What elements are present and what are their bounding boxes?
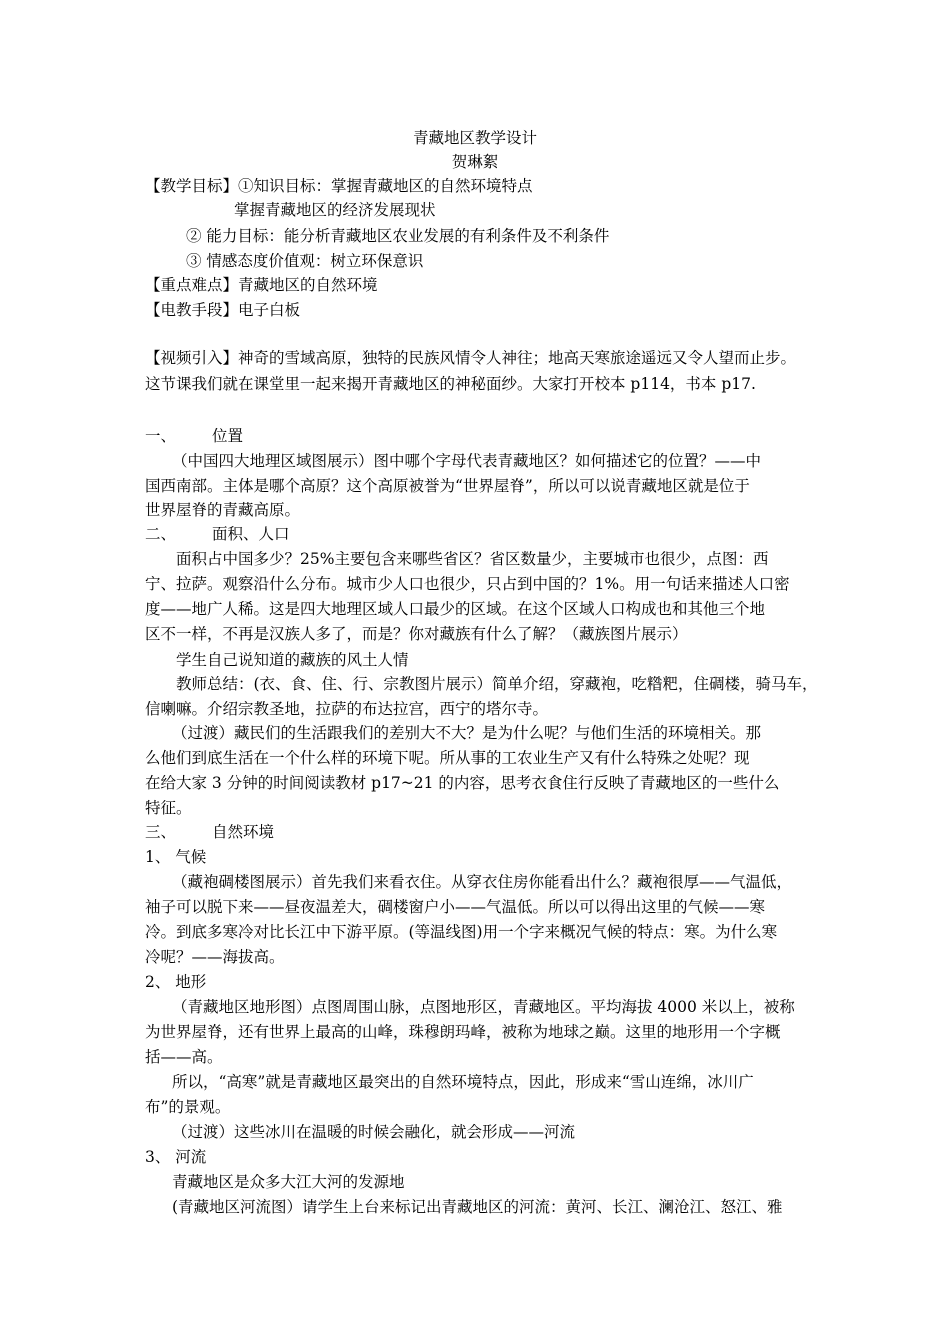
climate-para-line: 袖子可以脱下来——昼夜温差大，碉楼窗户小——气温低。所以可以得出这里的气候——寒 [145, 898, 766, 916]
doc-author: 贺琳絮 [451, 153, 499, 171]
section-2-para-line: 学生自己说知道的藏族的风土人情 [176, 651, 409, 669]
section-2-para-line: 么他们到底生活在一个什么样的环境下呢。所从事的工农业生产又有什么特殊之处呢？现 [145, 749, 750, 767]
section-2-number: 二、 [145, 525, 177, 543]
rivers-para-line: (青藏地区河流图）请学生上台来标记出青藏地区的河流：黄河、长江、澜沧江、怒江、雅 [172, 1198, 783, 1216]
section-2-para-line: 面积占中国多少？25%主要包含来哪些省区？省区数量少，主要城市也很少，点图：西 [176, 550, 769, 568]
terrain-para-line: 为世界屋脊，还有世界上最高的山峰，珠穆朗玛峰，被称为地球之巅。这里的地形用一个字概 [145, 1023, 781, 1041]
terrain-para-line: 所以，“高寒”就是青藏地区最突出的自然环境特点，因此，形成来“雪山连绵，冰川广 [172, 1073, 754, 1091]
goals-line-2: 掌握青藏地区的经济发展现状 [234, 201, 436, 219]
climate-para-line: 冷呢？——海拔高。 [145, 948, 285, 966]
terrain-para-line: 括——高。 [145, 1048, 223, 1066]
section-1-heading: 位置 [212, 427, 244, 445]
section-2-para-line: 在给大家 3 分钟的时间阅读教材 p17~21 的内容，思考衣食住行反映了青藏地区的一些什么 [145, 774, 780, 792]
intro-line-1: 【视频引入】神奇的雪域高原，独特的民族风情令人神往；地高天寒旅途遥远又令人望而止步。 [145, 349, 797, 367]
section-2-para-line: 特征。 [145, 799, 192, 817]
goals-line-4: ③ 情感态度价值观：树立环保意识 [186, 252, 424, 270]
rivers-heading: 3、 河流 [145, 1148, 207, 1166]
section-2-para-line: （过渡）藏民们的生活跟我们的差别大不大？是为什么呢？与他们生活的环境相关。那 [172, 724, 762, 742]
goals-line-1: 【教学目标】①知识目标：掌握青藏地区的自然环境特点 [145, 177, 533, 195]
rivers-para-line: 青藏地区是众多大江大河的发源地 [172, 1173, 405, 1191]
section-2-para-line: 区不一样，不再是汉族人多了，而是？你对藏族有什么了解？（藏族图片展示） [145, 625, 688, 643]
doc-title: 青藏地区教学设计 [412, 129, 537, 147]
climate-para-line: 冷。到底多寒冷对比长江中下游平原。(等温线图)用一个字来概况气候的特点：寒。为什么寒 [145, 923, 778, 941]
media-tools: 【电教手段】电子白板 [145, 301, 301, 319]
section-1-para-line: 世界屋脊的青藏高原。 [145, 501, 301, 519]
terrain-para-line: （过渡）这些冰川在温暖的时候会融化，就会形成——河流 [172, 1123, 576, 1141]
section-1-para-line: 国西南部。主体是哪个高原？这个高原被誉为“世界屋脊”，所以可以说青藏地区就是位于 [145, 477, 750, 495]
terrain-para-line: （青藏地区地形图）点图周围山脉，点图地形区，青藏地区。平均海拔 4000 米以上，被称 [172, 998, 795, 1016]
section-1-number: 一、 [145, 427, 177, 445]
section-2-para-line: 度——地广人稀。这是四大地理区域人口最少的区域。在这个区域人口构成也和其他三个地 [145, 600, 766, 618]
section-2-heading: 面积、人口 [212, 525, 290, 543]
section-2-para-line: 信喇嘛。介绍宗教圣地，拉萨的布达拉宫，西宁的塔尔寺。 [145, 700, 549, 718]
section-1-para-line: （中国四大地理区域图展示）图中哪个字母代表青藏地区？如何描述它的位置？——中 [172, 452, 762, 470]
section-2-para-line: 教师总结：(衣、食、住、行、宗教图片展示）简单介绍，穿藏袍，吃糌粑，住碉楼，骑马车， [176, 675, 818, 693]
intro-line-2: 这节课我们就在课堂里一起来揭开青藏地区的神秘面纱。大家打开校本 p114，书本 p17. [145, 375, 756, 393]
section-2-para-line: 宁、拉萨。观察沿什么分布。城市少人口也很少，只占到中国的？1%。用一句话来描述人口密 [145, 575, 790, 593]
climate-heading: 1、 气候 [145, 848, 207, 866]
climate-para-line: （藏袍碉楼图展示）首先我们来看衣住。从穿衣住房你能看出什么？藏袍很厚——气温低， [172, 873, 793, 891]
terrain-para-line: 布”的景观。 [145, 1098, 231, 1116]
terrain-heading: 2、 地形 [145, 973, 207, 991]
goals-line-3: ② 能力目标：能分析青藏地区农业发展的有利条件及不利条件 [186, 227, 610, 245]
section-3-heading: 自然环境 [212, 823, 275, 841]
key-points: 【重点难点】青藏地区的自然环境 [145, 276, 378, 294]
section-3-number: 三、 [145, 823, 177, 841]
